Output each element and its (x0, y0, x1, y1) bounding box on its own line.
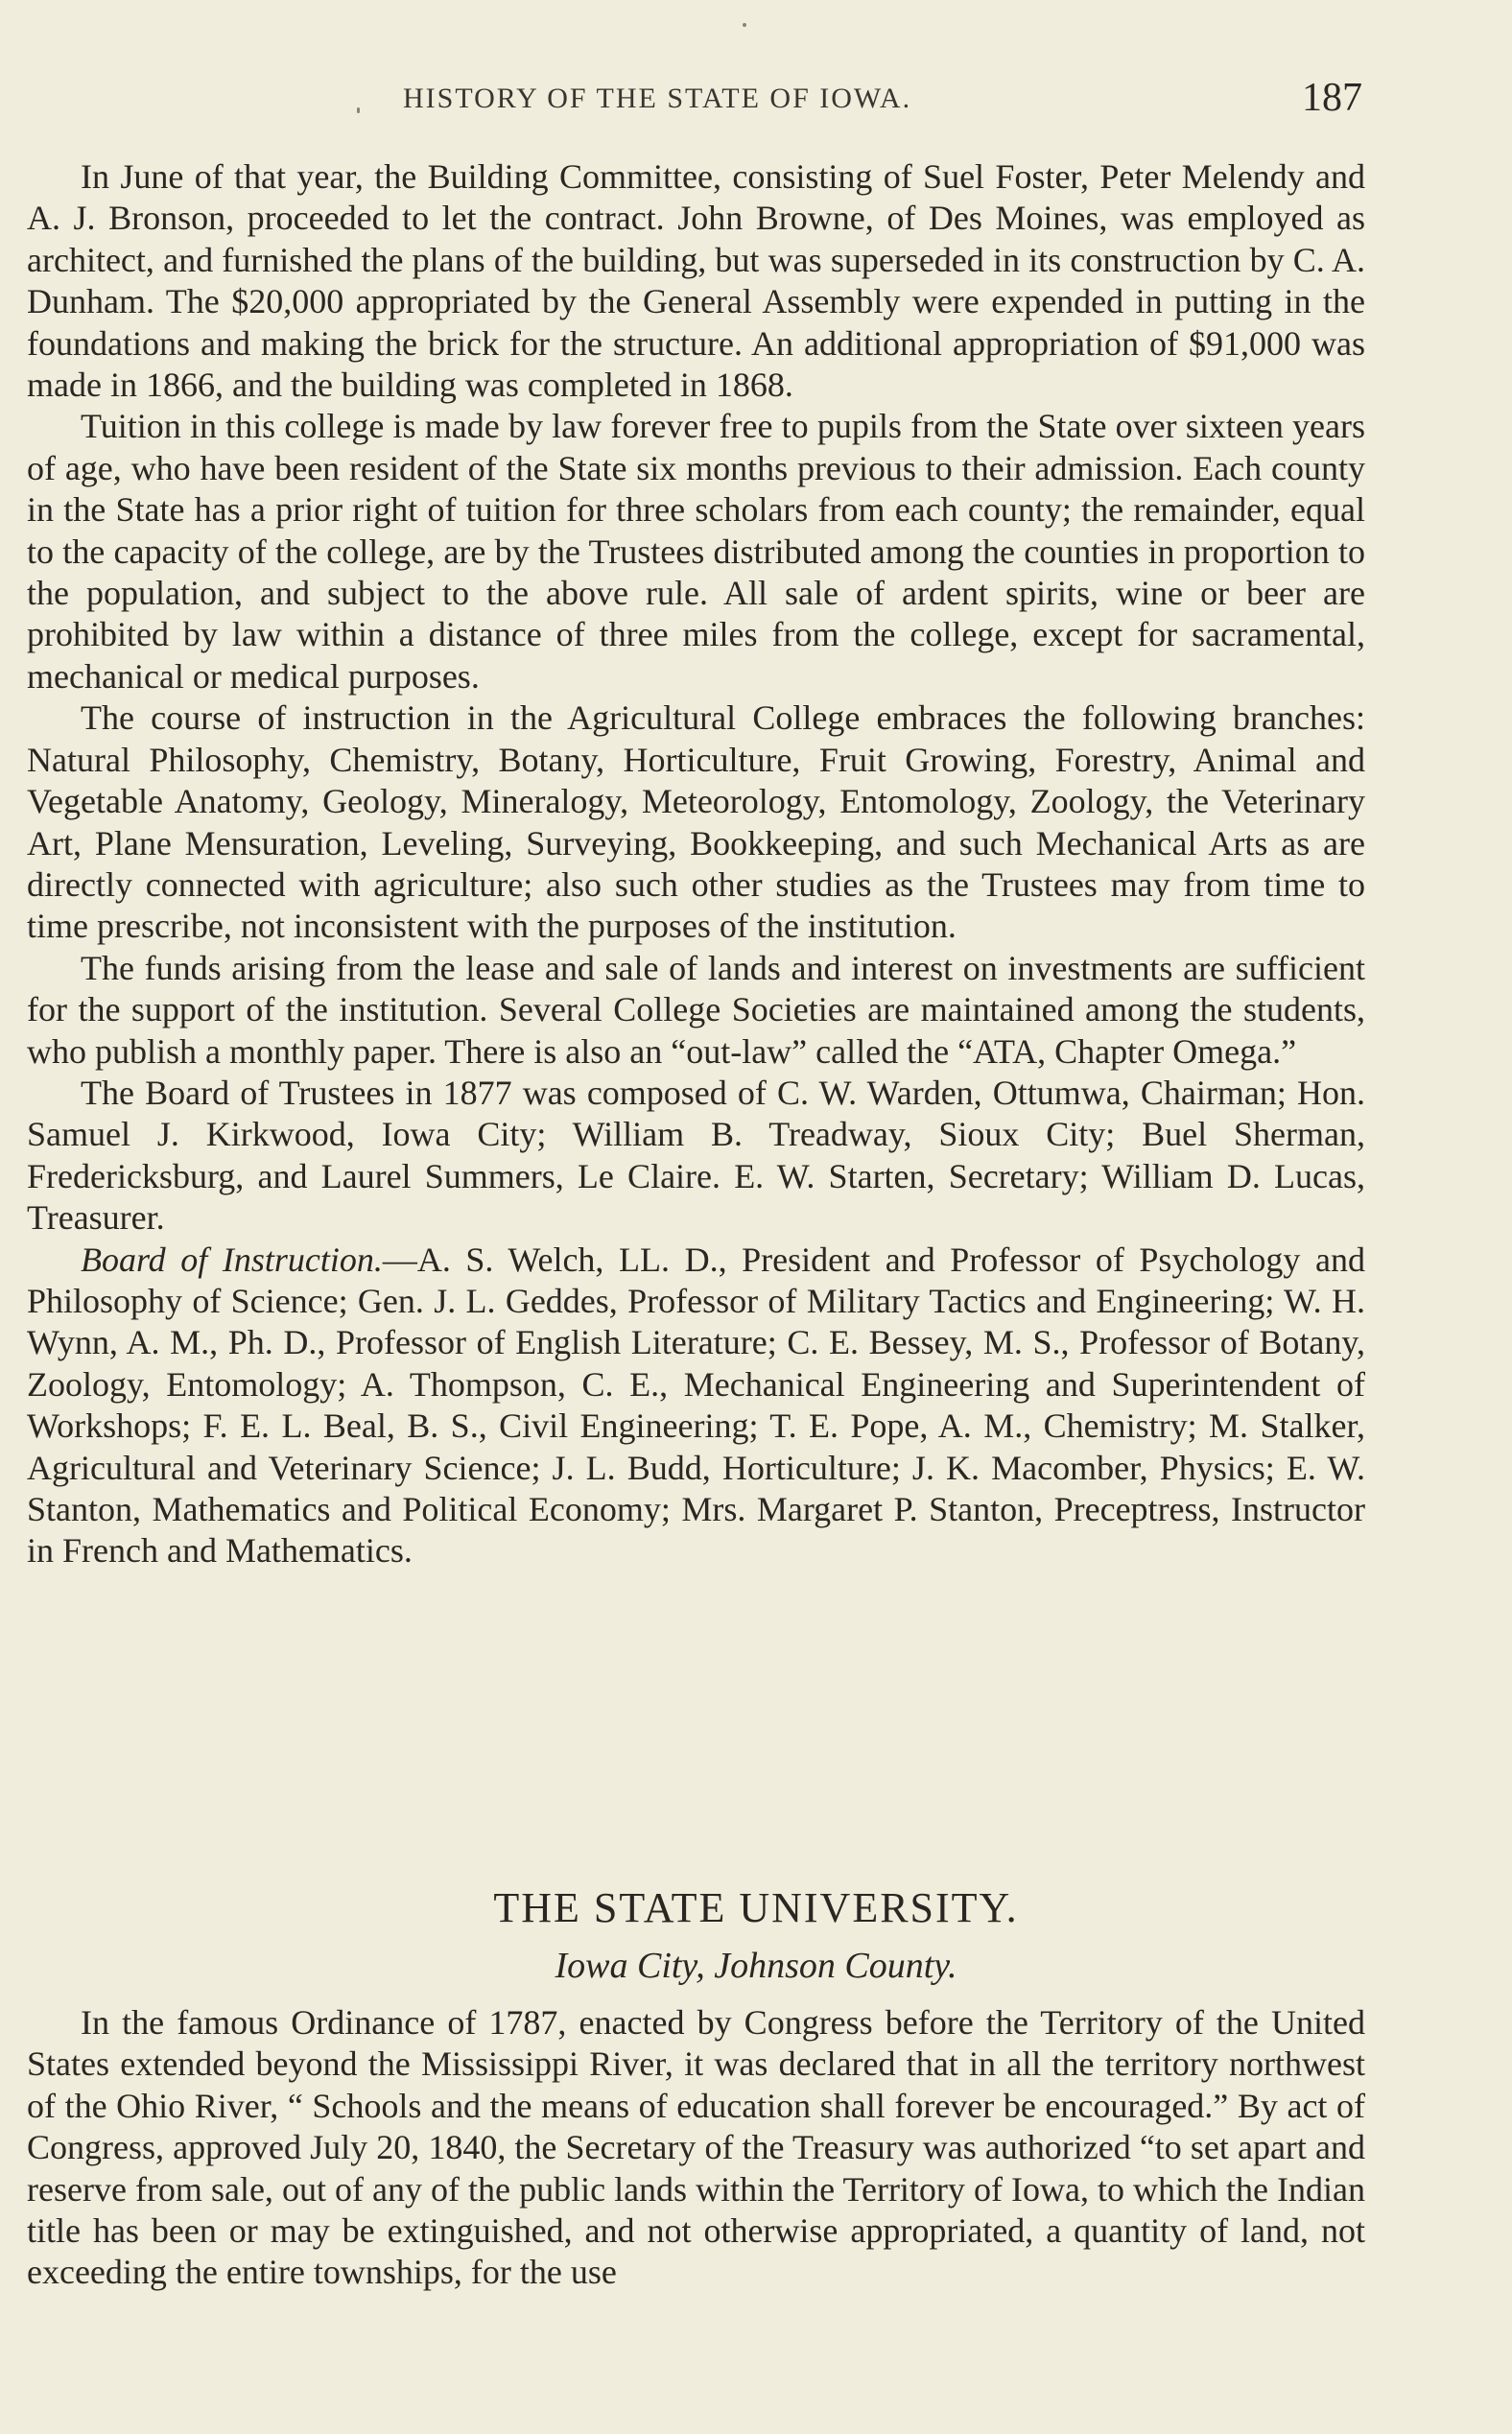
paragraph: The Board of Trustees in 1877 was composed of C. W. Warden, Ottumwa, Chairman; Hon. Samuel J. Kirkwood, Iowa City; William B. Treadway, Sioux City; Buel Sherman, Fredericksburg, and Laurel Summers, Le Claire. E. W. Starten, Secretary; William D. Lucas, Treasurer. (27, 1073, 1365, 1238)
paragraph: The funds arising from the lease and sale of lands and interest on investments are sufficient for the support of the institution. Several College Societies are maintained among the students, who publish a monthly paper. There is also an “out-law” called the “ATA, Chapter Omega.” (27, 948, 1365, 1071)
print-speck (743, 23, 746, 27)
body-text (27, 2002, 1365, 2294)
body-text (27, 156, 1365, 1572)
paragraph: In the famous Ordinance of 1787, enacted by Congress before the Territory of the United States extended beyond the Mississippi River, it was declared that in all the territory northwest of the Ohio River, “ Schools and the means of education shall forever be encouraged.” By act of Congress, approved July 20, 1840, the Secretary of the Treasury was authorized “to set apart and reserve from sale, out of any of the public lands within the Territory of Iowa, to which the Indian title has been or may be extinguished, and not otherwise appropriated, a quantity of land, not exceeding the entire townships, for the use (27, 2003, 1365, 2292)
running-title: HISTORY OF THE STATE OF IOWA. (403, 83, 912, 114)
paragraph: In June of that year, the Building Committee, consisting of Suel Foster, Peter Melendy and A. J. Bronson, proceeded to let the contract. John Browne, of Des Moines, was employed as architect, and furnished the plans of the building, but was superseded in its construction by C. A. Dunham. The $20,000 appropriated by the General Assembly were expended in putting in the foundations and making the brick for the structure. An additional appropriation of $91,000 was made in 1866, and the building was completed in 1868. (27, 157, 1365, 405)
page-number: 187 (1302, 76, 1362, 120)
section-subtitle: Iowa City, Johnson County. (555, 1946, 957, 1986)
print-speck (357, 107, 360, 113)
page-header (403, 76, 1362, 129)
paragraph: Tuition in this college is made by law forever free to pupils from the State over sixteen years of age, who have been resident of the State six months previous to their admission. Each county in the State has a prior right of tuition for three scholars from each county; the remainder, equal to the capacity of the college, are by the Trustees distributed among the counties in proportion to the population, and subject to the above rule. All sale of ardent spirits, wine or beer are prohibited by law within a distance of three miles from the college, except for sacramental, mechanical or medical purposes. (27, 407, 1365, 696)
paragraph: The course of instruction in the Agricultural College embraces the following branches: Natural Philosophy, Chemistry, Botany, Horticulture, Fruit Growing, Forestry, Animal and Vegetable Anatomy, Geology, Mineralogy, Meteorology, Entomology, Zoology, the Veterinary Art, Plane Mensuration, Leveling, Surveying, Bookkeeping, and such Mechanical Arts as are directly connected with agriculture; also such other studies as the Trustees may from time to time prescribe, not inconsistent with the purposes of the institution. (27, 698, 1365, 946)
board-of-instruction-label: Board of Instruction. (81, 1240, 383, 1279)
section-title: THE STATE UNIVERSITY. (493, 1884, 1019, 1931)
board-of-instruction-paragraph (27, 1240, 1365, 1572)
board-of-instruction-text: —A. S. Welch, LL. D., President and Professor of Psychology and Philosophy of Science; Gen. J. L. Geddes, Professor of Military Tactics and Engineering; W. H. Wynn, A. M., Ph. D., Professor of English Literature; C. E. Bessey, M. S., Professor of Botany, Zoology, Entomology; A. Thompson, C. E., Mechanical Engineering and Superintendent of Workshops; F. E. L. Beal, B. S., Civil Engineering; T. E. Pope, A. M., Chemistry; M. Stalker, Agricultural and Veterinary Science; J. L. Budd, Horticulture; J. K. Macomber, Physics; E. W. Stanton, Mathematics and Political Economy; Mrs. Margaret P. Stanton, Preceptress, Instructor in French and Mathematics. (27, 1240, 1365, 1571)
